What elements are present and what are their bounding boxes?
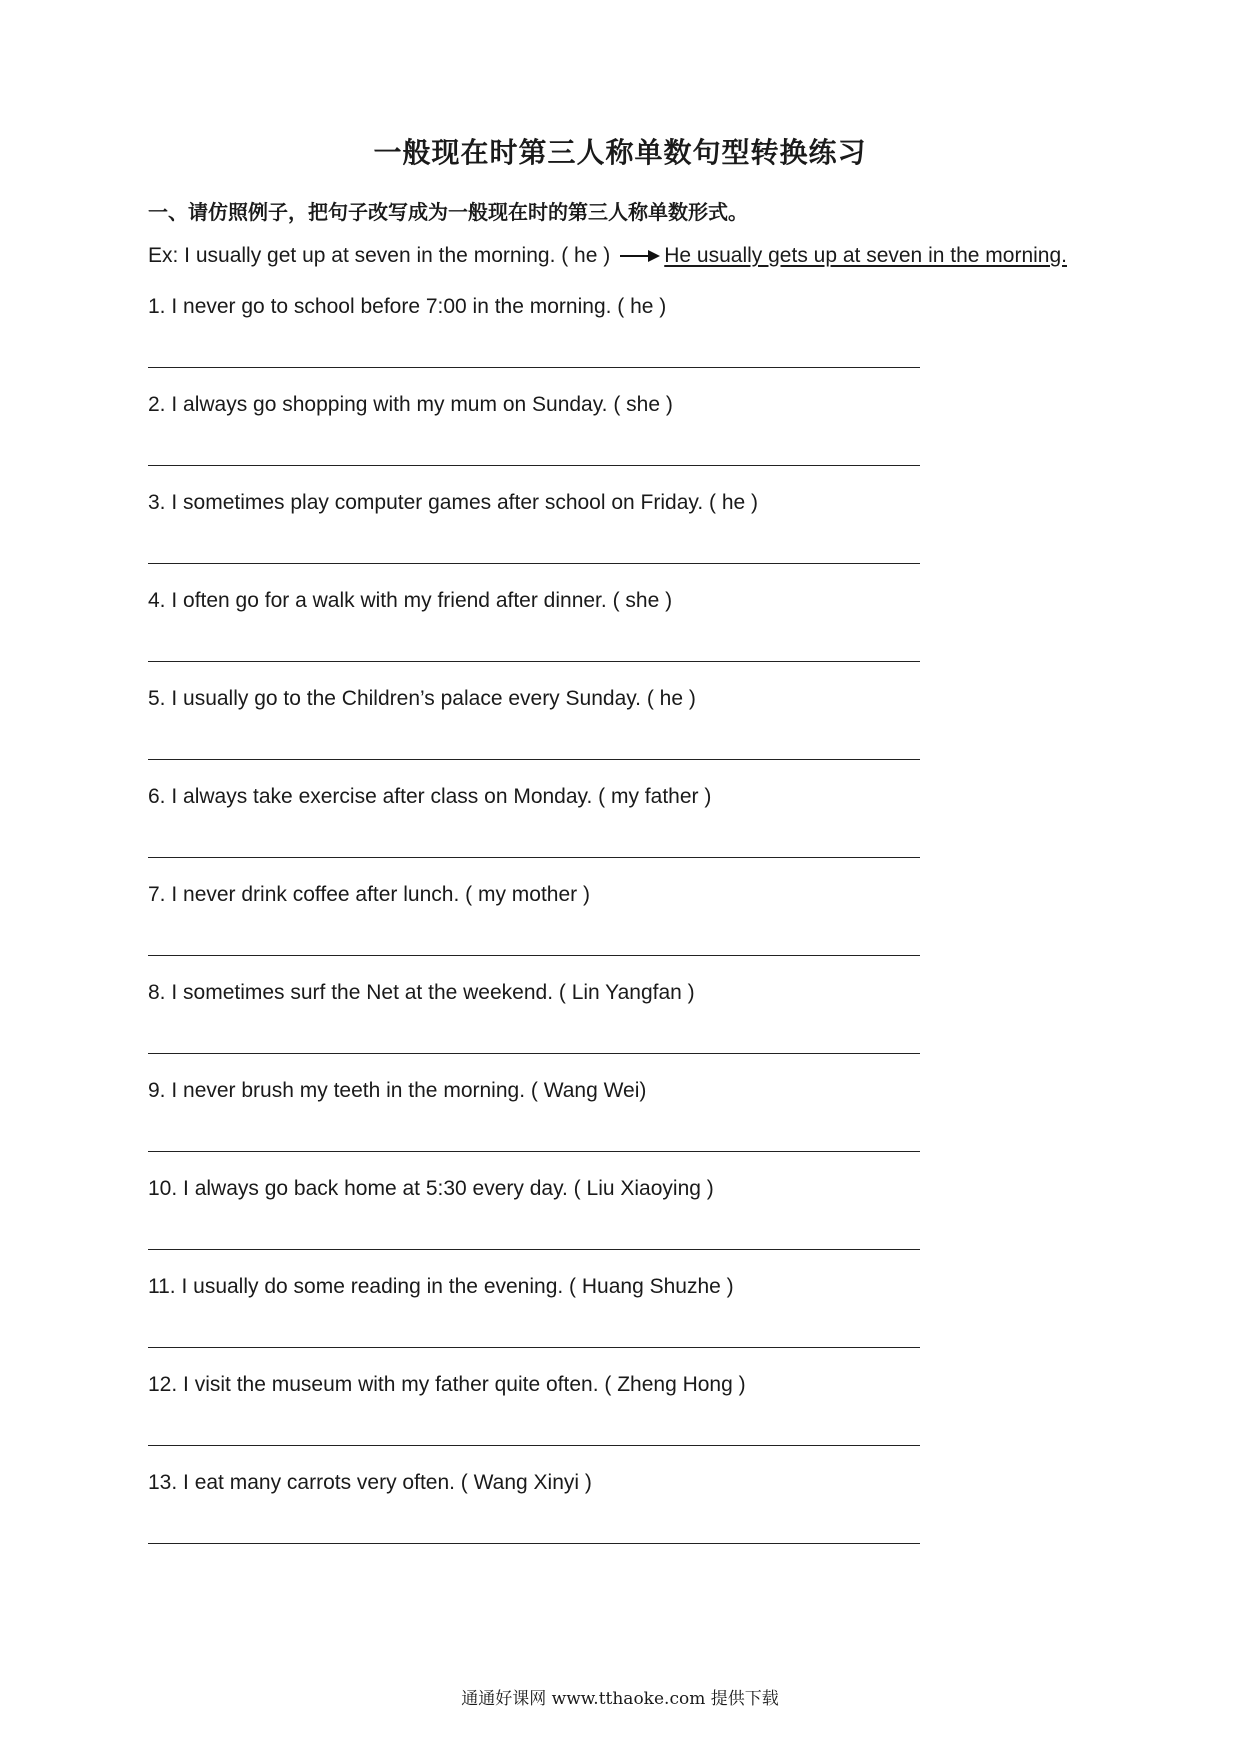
answer-line[interactable] (148, 1347, 920, 1348)
answer-line[interactable] (148, 1543, 920, 1544)
question-text: 5. I usually go to the Children’s palace every Sunday. ( he ) (148, 687, 696, 710)
page-title: 一般现在时第三人称单数句型转换练习 (373, 136, 867, 169)
answer-line[interactable] (148, 1053, 920, 1054)
question-item (148, 880, 928, 978)
answer-line[interactable] (148, 1249, 920, 1250)
section-instruction: 一、请仿照例子，把句子改写成为一般现在时的第三人称单数形式。 (148, 200, 748, 224)
question-text: 11. I usually do some reading in the evening. ( Huang Shuzhe ) (148, 1275, 734, 1298)
answer-line[interactable] (148, 661, 920, 662)
question-text: 3. I sometimes play computer games after school on Friday. ( he ) (148, 491, 759, 514)
question-item (148, 1174, 928, 1272)
question-item (148, 292, 928, 390)
question-item (148, 586, 928, 684)
question-item (148, 1272, 928, 1370)
arrow-right-icon (620, 249, 660, 263)
question-text: 10. I always go back home at 5:30 every day. ( Liu Xiaoying ) (148, 1177, 714, 1200)
question-text: 9. I never brush my teeth in the morning. ( Wang Wei) (148, 1079, 647, 1102)
question-item (148, 978, 928, 1076)
answer-line[interactable] (148, 1445, 920, 1446)
question-text: 8. I sometimes surf the Net at the weekend. ( Lin Yangfan ) (148, 981, 695, 1004)
answer-line[interactable] (148, 563, 920, 564)
question-item (148, 1076, 928, 1174)
question-text: 7. I never drink coffee after lunch. ( my mother ) (148, 883, 590, 906)
question-item (148, 390, 928, 488)
example-prompt: Ex: I usually get up at seven in the morning. ( he ) (148, 244, 611, 267)
answer-line[interactable] (148, 465, 920, 466)
answer-line[interactable] (148, 759, 920, 760)
question-text: 2. I always go shopping with my mum on Sunday. ( she ) (148, 393, 673, 416)
question-item (148, 1468, 928, 1566)
footer-credit: 通通好课网 www.tthaoke.com 提供下载 (461, 1689, 779, 1709)
answer-line[interactable] (148, 955, 920, 956)
example-line (148, 244, 1108, 268)
question-item (148, 782, 928, 880)
question-text: 13. I eat many carrots very often. ( Wang Xinyi ) (148, 1471, 592, 1494)
question-item (148, 1370, 928, 1468)
question-item (148, 684, 928, 782)
question-text: 6. I always take exercise after class on Monday. ( my father ) (148, 785, 712, 808)
answer-line[interactable] (148, 1151, 920, 1152)
question-item (148, 488, 928, 586)
question-text: 1. I never go to school before 7:00 in the morning. ( he ) (148, 295, 667, 318)
answer-line[interactable] (148, 367, 920, 368)
question-text: 12. I visit the museum with my father quite often. ( Zheng Hong ) (148, 1373, 746, 1396)
example-answer: He usually gets up at seven in the morning. (664, 244, 1067, 267)
answer-line[interactable] (148, 857, 920, 858)
question-text: 4. I often go for a walk with my friend after dinner. ( she ) (148, 589, 673, 612)
question-list (148, 292, 928, 1566)
